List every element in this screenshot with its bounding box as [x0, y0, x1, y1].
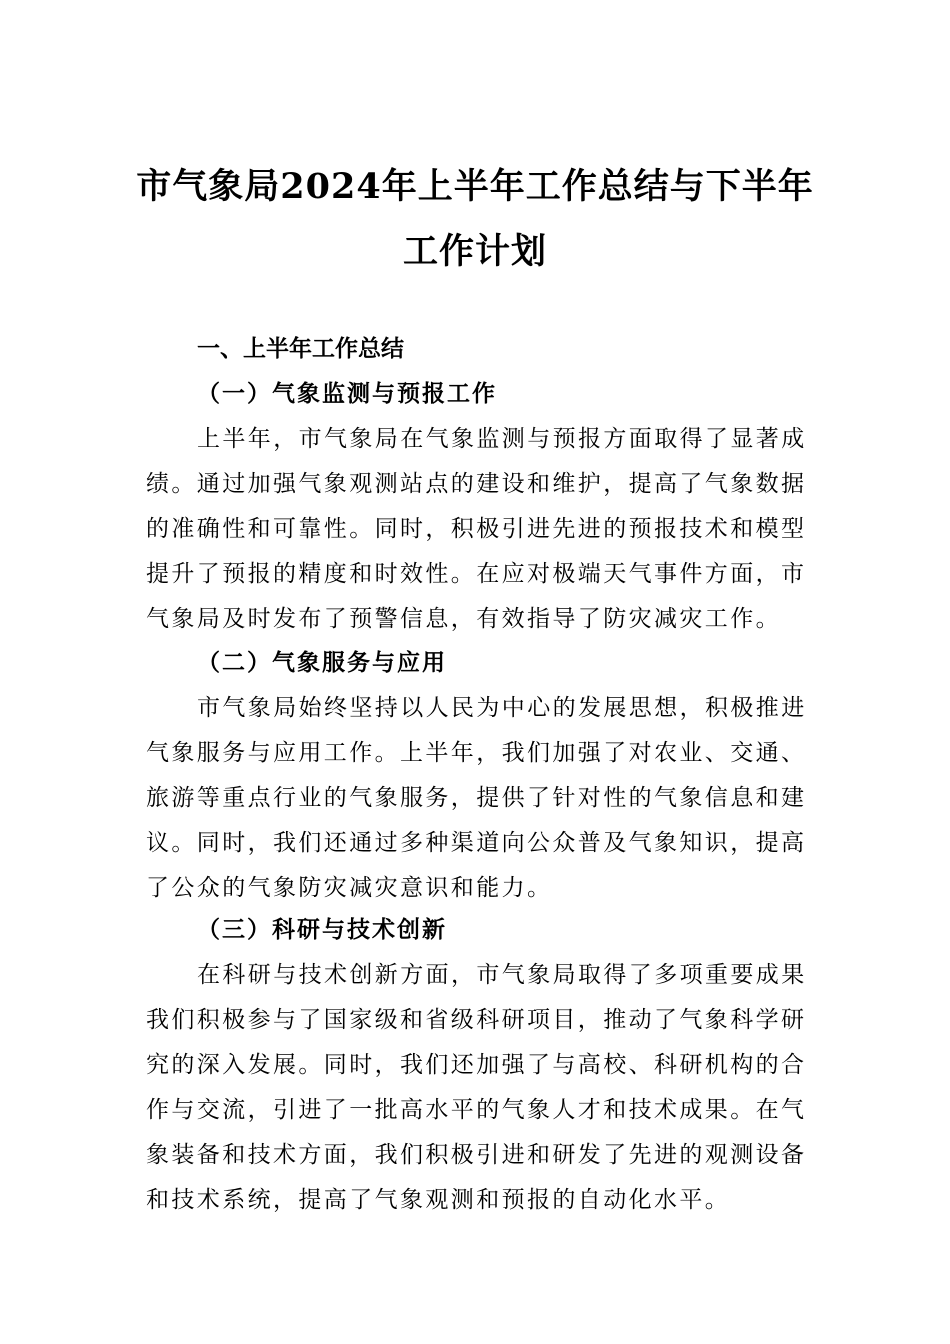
paragraph-line: 和技术系统，提高了气象观测和预报的自动化水平。	[146, 1187, 731, 1213]
paragraph-line: 究的深入发展。同时，我们还加强了与高校、科研机构的合	[146, 1052, 807, 1078]
paragraph-line: 象装备和技术方面，我们积极引进和研发了先进的观测设备	[146, 1142, 807, 1168]
document-title-line-2: 工作计划	[402, 231, 547, 272]
paragraph-line: 在科研与技术创新方面，市气象局取得了多项重要成果	[197, 962, 807, 988]
paragraph-line: 市气象局始终坚持以人民为中心的发展思想，积极推进	[197, 695, 807, 721]
paragraph-line: 气象服务与应用工作。上半年，我们加强了对农业、交通、	[146, 740, 807, 766]
subsection-heading-2: （二）气象服务与应用	[197, 649, 447, 676]
paragraph-line: 的准确性和可靠性。同时，积极引进先进的预报技术和模型	[146, 516, 807, 542]
paragraph-line: 提升了预报的精度和时效性。在应对极端天气事件方面，市	[146, 561, 807, 587]
paragraph-line: 上半年，市气象局在气象监测与预报方面取得了显著成	[197, 426, 807, 452]
paragraph-1	[146, 417, 806, 642]
paragraph-line: 我们积极参与了国家级和省级科研项目，推动了气象科学研	[146, 1007, 807, 1033]
paragraph-line: 议。同时，我们还通过多种渠道向公众普及气象知识，提高	[146, 830, 807, 856]
paragraph-line: 旅游等重点行业的气象服务，提供了针对性的气象信息和建	[146, 785, 807, 811]
subsection-heading-3: （三）科研与技术创新	[197, 916, 447, 943]
paragraph-line: 了公众的气象防灾减灾意识和能力。	[146, 875, 553, 901]
paragraph-line: 绩。通过加强气象观测站点的建设和维护，提高了气象数据	[146, 471, 807, 497]
document-title-line-1: 市气象局2024年上半年工作总结与下半年	[136, 166, 814, 207]
paragraph-line: 气象局及时发布了预警信息，有效指导了防灾减灾工作。	[146, 606, 781, 632]
subsection-heading-1: （一）气象监测与预报工作	[197, 380, 497, 407]
section-heading: 一、上半年工作总结	[197, 336, 404, 362]
paragraph-line: 作与交流，引进了一批高水平的气象人才和技术成果。在气	[146, 1097, 807, 1123]
paragraph-3	[146, 953, 806, 1223]
paragraph-2	[146, 686, 806, 911]
